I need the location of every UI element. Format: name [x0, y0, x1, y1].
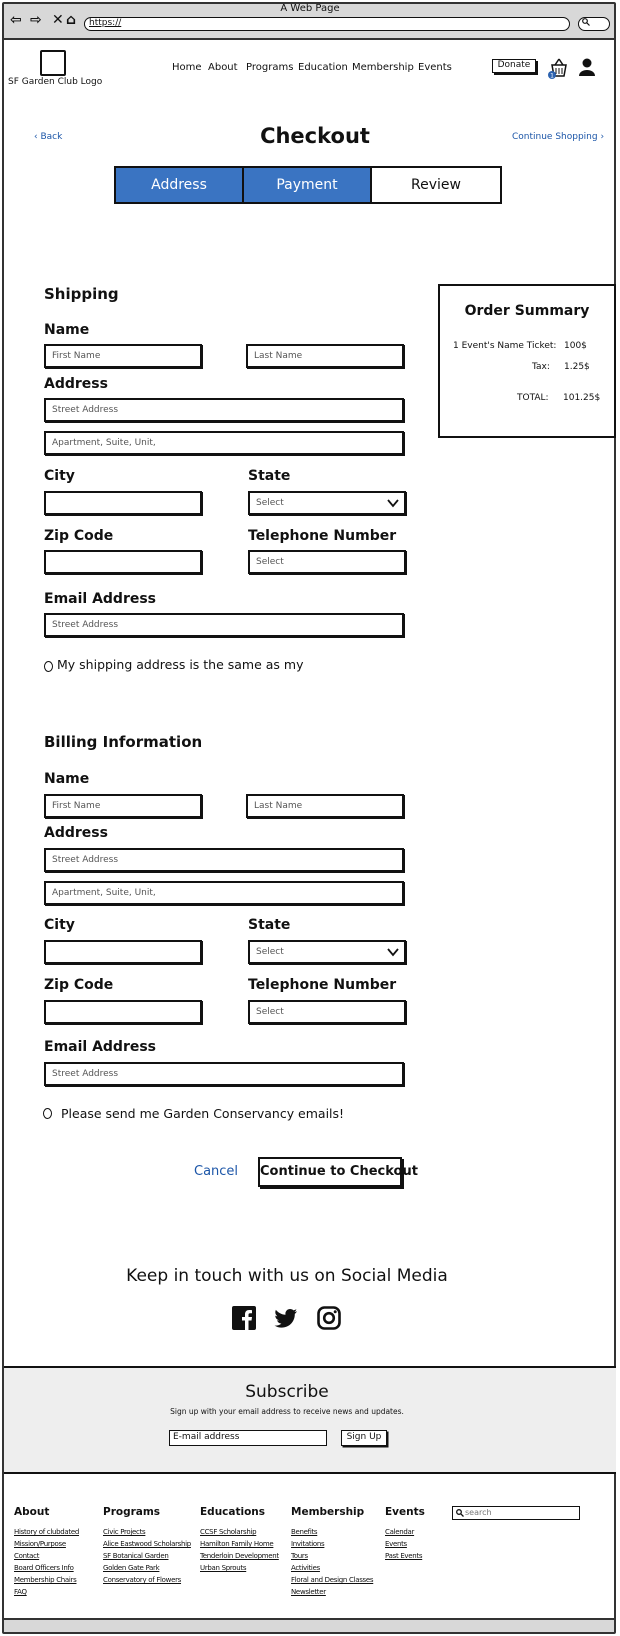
logo-image[interactable] [40, 50, 66, 76]
shipping-phone-input[interactable]: Select [248, 550, 406, 574]
footer-about-links [14, 1526, 79, 1598]
chevron-down-icon [386, 496, 400, 510]
step-payment[interactable]: Payment [242, 166, 372, 204]
continue-shopping-link[interactable]: Continue Shopping › [512, 132, 605, 142]
footer-link[interactable]: History of clubdated [14, 1528, 80, 1536]
billing-city-label: City [44, 917, 75, 933]
shipping-apt-input[interactable]: Apartment, Suite, Unit, [44, 431, 404, 455]
social-title: Keep in touch with us on Social Media [126, 1266, 448, 1286]
footer-link[interactable]: Past Events [385, 1552, 423, 1560]
cart-icon[interactable] [548, 56, 570, 80]
footer-link[interactable]: Calendar [385, 1528, 415, 1536]
billing-state-value: Select [256, 947, 284, 957]
order-summary-title: Order Summary [464, 303, 590, 319]
back-link[interactable]: ‹ Back [34, 132, 63, 142]
summary-total-value: 101.25$ [563, 393, 601, 403]
footer-link[interactable]: Newsletter [291, 1588, 326, 1596]
footer-link[interactable]: Events [385, 1540, 407, 1548]
home-icon[interactable]: ⌂ [66, 12, 77, 28]
sign-up-button[interactable]: Sign Up [341, 1430, 387, 1446]
footer-programs-title: Programs [103, 1506, 161, 1518]
page-title: Checkout [260, 124, 370, 148]
continue-to-checkout-button[interactable]: Continue to Checkout [258, 1157, 402, 1187]
same-address-label: My shipping address is the same as my [57, 657, 304, 672]
billing-apt-input[interactable]: Apartment, Suite, Unit, [44, 881, 404, 905]
shipping-address-label: Address [44, 376, 108, 392]
shipping-zip-input[interactable] [44, 550, 202, 574]
billing-address-label: Address [44, 825, 108, 841]
newsletter-label: Please send me Garden Conservancy emails! [61, 1106, 345, 1121]
back-arrow-icon[interactable]: ⇦ [10, 12, 22, 28]
billing-title: Billing Information [44, 733, 203, 751]
same-address-radio[interactable] [44, 661, 53, 672]
facebook-icon[interactable] [231, 1305, 257, 1331]
footer-link[interactable]: Benefits [291, 1528, 318, 1536]
billing-state-label: State [248, 917, 291, 933]
summary-item-label: 1 Event's Name Ticket: [453, 341, 557, 351]
footer-about-title: About [14, 1506, 50, 1518]
footer-educations-title: Educations [200, 1506, 266, 1518]
footer-link[interactable]: Mission/Purpose [14, 1540, 66, 1548]
shipping-last-name-input[interactable]: Last Name [246, 344, 404, 368]
cancel-link[interactable]: Cancel [194, 1164, 239, 1179]
billing-first-name-input[interactable]: First Name [44, 794, 202, 818]
footer-link[interactable]: Urban Sprouts [200, 1564, 247, 1572]
footer-link[interactable]: Board Officers Info [14, 1564, 74, 1572]
search-icon [582, 18, 590, 26]
donate-button[interactable]: Donate [492, 59, 536, 73]
summary-tax-value: 1.25$ [564, 362, 590, 372]
window-title: A Web Page [280, 3, 340, 14]
footer-link[interactable]: Hamilton Family Home [200, 1540, 274, 1548]
logo-text: SF Garden Club Logo [8, 77, 103, 87]
footer-membership-title: Membership [291, 1506, 365, 1518]
browser-search-field[interactable] [578, 17, 610, 31]
shipping-email-input[interactable]: Street Address [44, 613, 404, 637]
browser-status-bar [4, 1618, 614, 1632]
footer-search-placeholder: search [465, 1508, 492, 1517]
shipping-state-label: State [248, 468, 291, 484]
footer-link[interactable]: Alice Eastwood Scholarship [103, 1540, 191, 1548]
chevron-down-icon [386, 945, 400, 959]
shipping-phone-label: Telephone Number [248, 528, 397, 544]
footer-link[interactable]: Invitations [291, 1540, 325, 1548]
footer-educations-links [200, 1526, 279, 1574]
shipping-city-label: City [44, 468, 75, 484]
footer-link[interactable]: Activities [291, 1564, 320, 1572]
footer-programs-links [103, 1526, 191, 1586]
footer-link[interactable]: Golden Gate Park [103, 1564, 160, 1572]
close-icon[interactable]: ✕ [52, 12, 64, 28]
billing-email-label: Email Address [44, 1039, 157, 1055]
shipping-zip-label: Zip Code [44, 528, 114, 544]
footer-link[interactable]: Conservatory of Flowers [103, 1576, 182, 1584]
nav-programs[interactable]: Programs [246, 62, 294, 73]
shipping-email-label: Email Address [44, 591, 157, 607]
billing-name-label: Name [44, 771, 90, 787]
user-icon[interactable] [578, 57, 596, 77]
footer-link[interactable]: Contact [14, 1552, 40, 1560]
footer-membership-links [291, 1526, 373, 1598]
footer-link[interactable]: Tenderloin Development [200, 1552, 279, 1560]
shipping-city-input[interactable] [44, 491, 202, 515]
nav-membership[interactable]: Membership [352, 62, 414, 73]
billing-zip-label: Zip Code [44, 977, 114, 993]
footer-link[interactable]: Membership Chairs [14, 1576, 77, 1584]
footer-link[interactable]: CCSF Scholarship [200, 1528, 257, 1536]
shipping-first-name-input[interactable]: First Name [44, 344, 202, 368]
billing-phone-input[interactable]: Select [248, 1000, 406, 1024]
billing-state-select[interactable] [248, 940, 406, 964]
billing-email-input[interactable]: Street Address [44, 1062, 404, 1086]
nav-events[interactable]: Events [418, 62, 452, 73]
search-icon [456, 1509, 464, 1517]
billing-last-name-input[interactable]: Last Name [246, 794, 404, 818]
twitter-icon[interactable] [273, 1305, 299, 1331]
summary-total-label: TOTAL: [517, 393, 549, 403]
summary-item-value: 100$ [564, 341, 587, 351]
billing-city-input[interactable] [44, 940, 202, 964]
footer-link[interactable]: Civic Projects [103, 1528, 146, 1536]
footer-search-input[interactable] [452, 1506, 580, 1520]
url-bar[interactable]: https:// [84, 17, 570, 31]
footer-events-links [385, 1526, 422, 1562]
summary-tax-label: Tax: [532, 362, 550, 372]
billing-street-input[interactable]: Street Address [44, 848, 404, 872]
shipping-state-select[interactable] [248, 491, 406, 515]
shipping-state-value: Select [256, 498, 284, 508]
subscribe-title: Subscribe [245, 1382, 329, 1402]
nav-home[interactable]: Home [172, 62, 202, 73]
forward-arrow-icon[interactable]: ⇨ [30, 12, 42, 28]
shipping-name-label: Name [44, 322, 90, 338]
billing-phone-label: Telephone Number [248, 977, 397, 993]
footer-link[interactable]: FAQ [14, 1588, 27, 1596]
newsletter-radio[interactable] [43, 1108, 52, 1119]
cart-count: 1 [550, 72, 554, 80]
nav-education[interactable]: Education [298, 62, 348, 73]
shipping-title: Shipping [44, 285, 119, 303]
nav-about[interactable]: About [208, 62, 238, 73]
shipping-street-input[interactable]: Street Address [44, 398, 404, 422]
footer-link[interactable]: Tours [291, 1552, 308, 1560]
subscribe-email-input[interactable]: E-mail address [169, 1430, 327, 1446]
subscribe-subtitle: Sign up with your email address to receive news and updates. [170, 1407, 404, 1416]
footer-events-title: Events [385, 1506, 425, 1518]
billing-zip-input[interactable] [44, 1000, 202, 1024]
footer-link[interactable]: SF Botanical Garden [103, 1552, 169, 1560]
instagram-icon[interactable] [316, 1305, 342, 1331]
step-review[interactable]: Review [370, 166, 502, 204]
footer-link[interactable]: Floral and Design Classes [291, 1576, 374, 1584]
step-address[interactable]: Address [114, 166, 244, 204]
